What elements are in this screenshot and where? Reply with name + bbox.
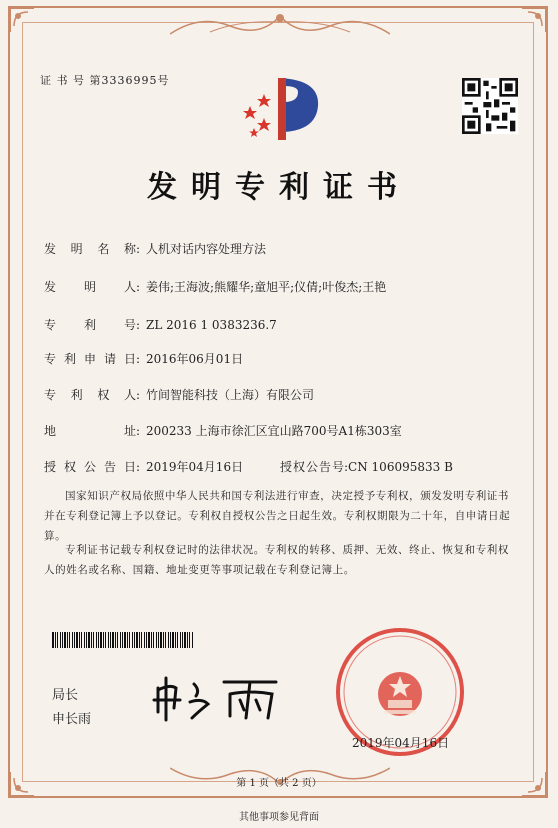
corner-ornament — [520, 6, 548, 34]
footer-note: 其他事项参见背面 — [239, 812, 319, 823]
field-value: 姜伟;王海波;熊耀华;童旭平;仪倩;叶俊杰;王艳 — [146, 280, 387, 294]
document-title: 发明专利证书 — [147, 170, 411, 205]
field-label: 专利申请日 — [44, 352, 136, 366]
director-title: 局长 — [52, 688, 79, 703]
field-value: CN 106095833 B — [348, 460, 453, 474]
director-name: 申长雨 — [52, 712, 92, 727]
field-value: 人机对话内容处理方法 — [146, 242, 267, 256]
field-value: ZL 2016 1 0383236.7 — [146, 318, 277, 332]
field-label: 授权公告日 — [44, 460, 136, 474]
barcode-icon — [52, 632, 194, 648]
director-signature — [150, 668, 290, 724]
field-value: 2019年04月16日 — [146, 460, 244, 474]
field-invention-name: 发 明 名 称: 人机对话内容处理方法 — [44, 242, 267, 256]
field-label: 专 利 号 — [44, 318, 136, 332]
field-label: 地 址 — [44, 424, 136, 438]
field-label: 授权公告号 — [280, 460, 344, 474]
field-address: 地 址: 200233 上海市徐汇区宜山路700号A1栋303室 — [44, 424, 402, 438]
field-grant-date: 授权公告日: 2019年04月16日 — [44, 460, 244, 474]
issue-date: 2019年04月16日 — [352, 736, 450, 750]
field-value: 竹间智能科技（上海）有限公司 — [146, 388, 315, 402]
certificate-number: 证 书 号 第3336995号 — [40, 74, 170, 87]
top-ornament — [170, 10, 390, 38]
field-label: 发 明 名 称 — [44, 242, 136, 256]
field-label: 发 明 人 — [44, 280, 136, 294]
paragraph-grant-statement: 国家知识产权局依照中华人民共和国专利法进行审查，决定授予专利权，颁发发明专利证书并在专利登记簿上予以登记。专利权自授权公告之日起生效。专利权期限为二十年，自申请日起算。 — [44, 490, 511, 542]
qr-code-icon — [462, 78, 518, 134]
field-label: 专 利 权 人 — [44, 388, 136, 402]
field-value: 2016年06月01日 — [146, 352, 244, 366]
field-filing-date: 专利申请日: 2016年06月01日 — [44, 352, 244, 366]
field-patentee: 专 利 权 人: 竹间智能科技（上海）有限公司 — [44, 388, 315, 402]
paragraph-legal-status: 专利证书记载专利权登记时的法律状况。专利权的转移、质押、无效、终止、恢复和专利权人的姓名或名称、国籍、地址变更等事项记载在专利登记簿上。 — [44, 544, 509, 576]
field-grant-number: 授权公告号:CN 106095833 B — [280, 460, 453, 474]
field-value: 200233 上海市徐汇区宜山路700号A1栋303室 — [146, 424, 402, 438]
field-inventors: 发 明 人: 姜伟;王海波;熊耀华;童旭平;仪倩;叶俊杰;王艳 — [44, 280, 387, 294]
patent-office-emblem-icon — [228, 72, 328, 144]
field-patent-number: 专 利 号: ZL 2016 1 0383236.7 — [44, 318, 277, 332]
corner-ornament — [8, 6, 36, 34]
page-number: 第 1 页（共 2 页） — [236, 778, 322, 789]
